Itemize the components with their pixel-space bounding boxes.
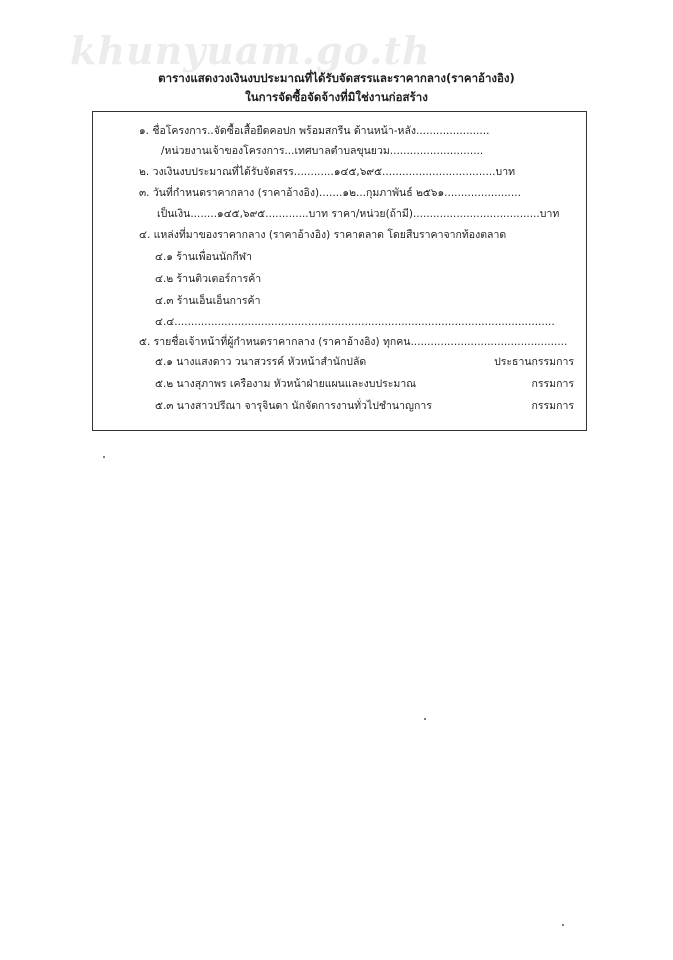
committee-member-1: ๕.๑ นางแสงดาว วนาสวรรค์ หัวหน้าสำนักปลัด	[155, 356, 367, 368]
committee-role-1: ประธานกรรมการ	[494, 356, 574, 368]
source-item-4: ๔.๔..................................................................................................................	[155, 316, 555, 328]
document-subtitle: ในการจัดซื้อจัดจ้างที่มิใช่งานก่อสร้าง	[245, 90, 428, 104]
scan-speck	[103, 456, 105, 458]
committee-member-3: ๕.๓ นางสาวปรีณา จารุจินดา นักจัดการงานทั่วไปชำนาญการ	[155, 400, 432, 412]
source-item-3: ๔.๓ ร้านเอ็นเอ็นการค้า	[155, 295, 261, 307]
item-4-source-heading: ๔. แหล่งที่มาของราคากลาง (ราคาอ้างอิง) ราคาตลาด โดยสืบราคาจากท้องตลาด	[139, 229, 507, 241]
committee-member-2: ๕.๒ นางสุภาพร เครืองาม หัวหน้าฝ่ายแผนและงบประมาณ	[155, 378, 416, 390]
item-5-committee-heading: ๕. รายชื่อเจ้าหน้าที่ผู้กำหนดราคากลาง (ราคาอ้างอิง) ทุกคน...............................................	[139, 336, 568, 348]
source-item-1: ๔.๑ ร้านเพื่อนนักกีฬา	[155, 251, 252, 263]
item-2-budget: ๒. วงเงินงบประมาณที่ได้รับจัดสรร............๑๔๕,๖๙๕..................................บาท	[139, 166, 516, 178]
item-3-reference-date: ๓. วันที่กำหนดราคากลาง (ราคาอ้างอิง).......๑๒...กุมภาพันธ์ ๒๕๖๑.......................	[139, 187, 521, 199]
item-3-amount: เป็นเงิน........๑๔๕,๖๙๕.............บาท ราคา/หน่วย(ถ้ามี)......................................บาท	[157, 208, 560, 220]
scan-speck	[562, 924, 564, 926]
form-box	[92, 111, 587, 431]
source-item-2: ๔.๒ ร้านติวเตอร์การค้า	[155, 273, 262, 285]
committee-role-2: กรรมการ	[531, 378, 574, 390]
item-1-project-name: ๑. ชื่อโครงการ..จัดซื้อเสื้อยืดคอปก พร้อมสกรีน ด้านหน้า-หลัง......................	[139, 125, 490, 137]
watermark-text: khunyuam.go.th	[70, 28, 431, 73]
document-title: ตารางแสดงวงเงินงบประมาณที่ได้รับจัดสรรและราคากลาง(ราคาอ้างอิง)	[158, 71, 515, 85]
item-1-agency: /หน่วยงานเจ้าของโครงการ...เทศบาลตำบลขุนยวม............................	[161, 145, 484, 157]
scan-speck	[424, 718, 426, 720]
committee-role-3: กรรมการ	[531, 400, 574, 412]
